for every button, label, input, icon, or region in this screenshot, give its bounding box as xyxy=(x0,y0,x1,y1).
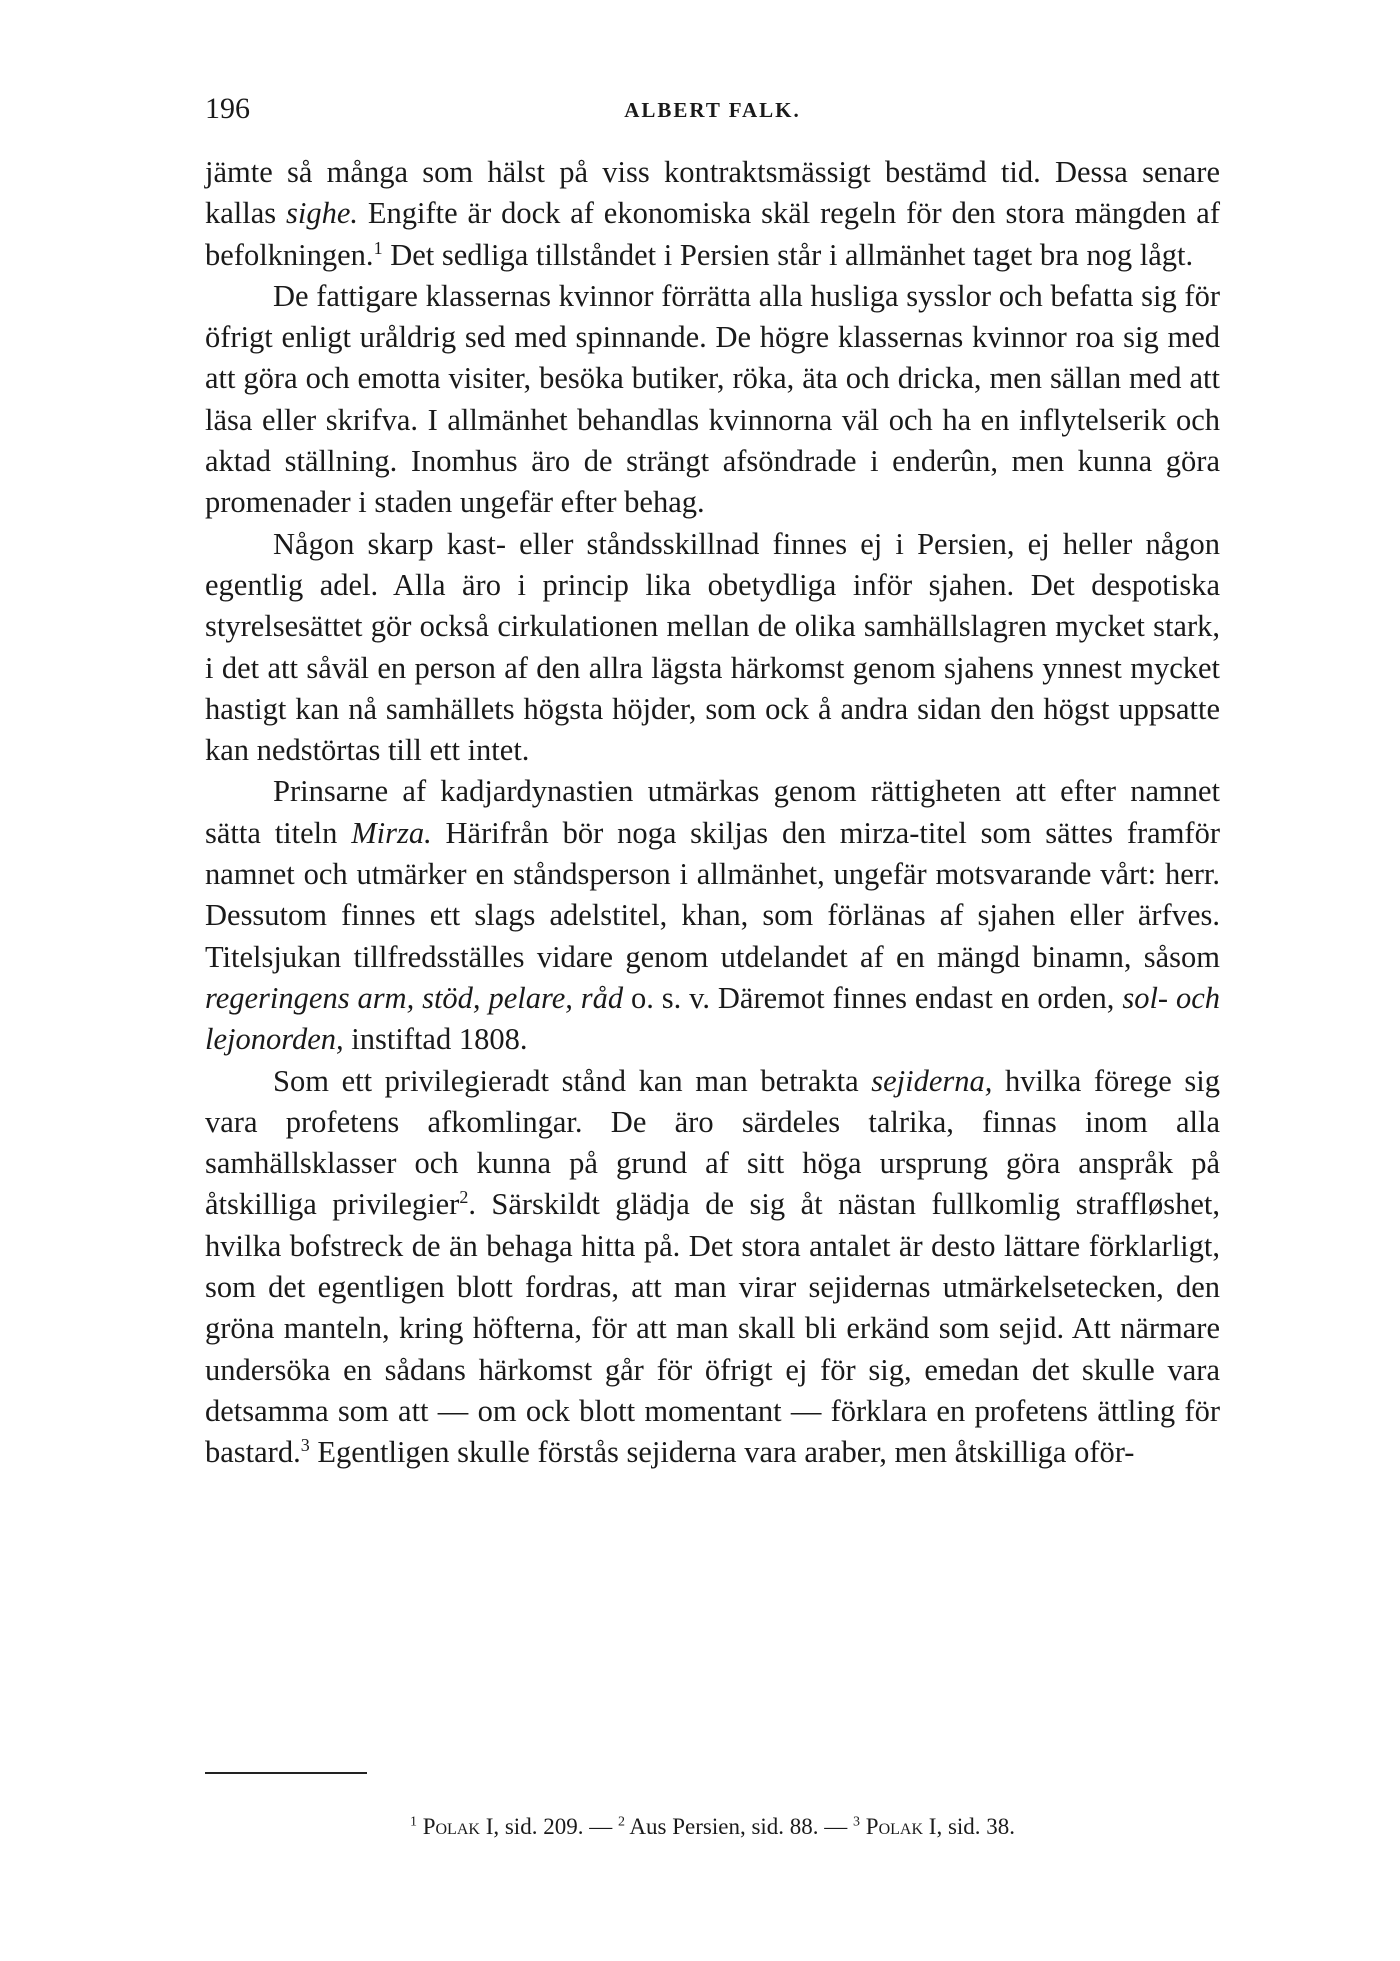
footnotes xyxy=(205,1814,1220,1840)
footnote-ref-2: 2 xyxy=(459,1187,469,1208)
running-head: ALBERT FALK. xyxy=(624,98,801,122)
paragraph-3: Någon skarp kast- eller ståndsskillnad finnes ej i Persien, ej heller någon egentlig adel. Alla äro i princip lika obetydliga inför sjahen. Det despotiska styrelsesättet gör också cirkulationen mellan de olika samhällslagren mycket stark, i det att såväl en person af den allra lägsta härkomst genom sjahens ynnest mycket hastigt kan nå samhällets högsta höjder, som ock å andra sidan den högst uppsatte kan nedstörtas till ett intet. xyxy=(205,526,1220,768)
footnote-2: $^2$ Aus Persien, sid. 88. xyxy=(617,1814,819,1839)
page-number: 196 xyxy=(205,92,250,125)
footnote-3: $^3$ Polak I, sid. 38. xyxy=(853,1814,1016,1839)
page-header xyxy=(205,92,1220,132)
paragraph-4: Prinsarne af kadjardynastien utmärkas genom rättigheten att efter namnet sätta titeln Mirza. Härifrån bör noga skiljas den mirza-titel som sättes framför namnet och utmärker en ståndsperson i allmänhet, ungefär motsvarande vårt: herr. Dessutom finnes ett slags adelstitel, khan, som förlänas af sjahen eller ärfves. Titelsjukan tillfredsställes vidare genom utdelandet af en mängd binamn, såsom regeringens arm, stöd, pelare, råd o. s. v. Däremot finnes endast en orden, sol- och lejonorden, instiftad 1808. xyxy=(205,774,1220,1057)
footnote-ref-3: 3 xyxy=(300,1435,310,1456)
footnote-ref-1: 1 xyxy=(373,237,383,258)
footnote-separator: — xyxy=(583,1814,618,1839)
paragraph-1: jämte så många som hälst på viss kontraktsmässigt bestämd tid. Dessa senare kallas sighe. Engifte är dock af ekonomiska skäl regeln för den stora mängden af befolkningen.$^1$ Det sedliga tillståndet i Persien står i allmänhet taget bra nog lågt. xyxy=(205,155,1220,272)
footnote-separator: — xyxy=(818,1814,854,1839)
paragraph-2: De fattigare klassernas kvinnor förrätta alla husliga sysslor och befatta sig för öfrigt enligt uråldrig sed med spinnande. De högre klassernas kvinnor roa sig med att göra och emotta visiter, besöka butiker, röka, äta och dricka, men sällan med att läsa eller skrifva. I allmänhet behandlas kvinnorna väl och ha en inflytelserik och aktad ställning. Inomhus äro de strängt afsöndrade i enderûn, men kunna göra promenader i staden ungefär efter behag. xyxy=(205,278,1220,520)
footnote-1: $^1$ Polak I, sid. 209. xyxy=(409,1814,584,1839)
body-text xyxy=(205,152,1220,1474)
footnote-divider xyxy=(205,1772,367,1774)
paragraph-5: Som ett privilegieradt stånd kan man betrakta sejiderna, hvilka förege sig vara profetens afkomlingar. De äro särdeles talrika, finnas inom alla samhällsklasser och kunna på grund af sitt höga ursprung göra anspråk på åtskilliga privilegier$^2$. Särskildt glädja de sig åt nästan fullkomlig straffløshet, hvilka bofstreck de än behaga hitta på. Det stora antalet är desto lättare förklarligt, som det egentligen blott fordras, att man virar sejidernas utmärkelsetecken, den gröna manteln, kring höfterna, för att man skall bli erkänd som sejid. Att närmare undersöka en sådans härkomst går för öfrigt ej för sig, emedan det skulle vara detsamma som att — om ock blott momentant — förklara en profetens ättling för bastard.$^3$ Egentligen skulle förstås sejiderna vara araber, men åtskilliga oför- xyxy=(205,1063,1220,1470)
